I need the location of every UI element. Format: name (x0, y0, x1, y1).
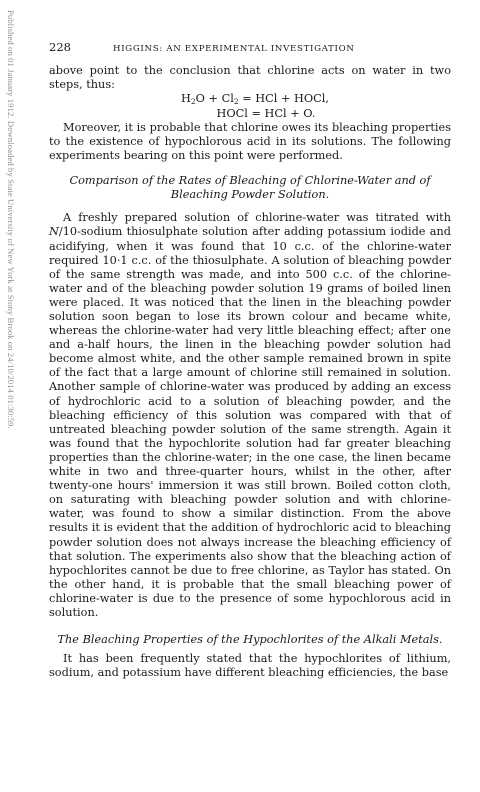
equation-1-pre: H (181, 92, 191, 106)
normality-symbol: N (49, 225, 59, 239)
running-title: HIGGINS: AN EXPERIMENTAL INVESTIGATION (113, 44, 355, 54)
page-number: 228 (49, 40, 71, 54)
comparison-paragraph (49, 211, 451, 620)
hypochlorites-paragraph: It has been frequently stated that the hypochlorites of lithium, sodium, and potassium have different bleaching efficiencies, the base (49, 652, 451, 680)
section-heading-hypochlorites: The Bleaching Properties of the Hypochlorites of the Alkali Metals. (57, 633, 443, 647)
section-heading-comparison: Comparison of the Rates of Bleaching of Chlorine-Water and of Bleaching Powder Solution. (69, 174, 431, 202)
download-watermark (3, 10, 17, 545)
comparison-paragraph-lead: A freshly prepared solution of chlorine-water was titrated with (63, 211, 451, 225)
page-content (49, 40, 451, 680)
equation-1-post: = HCl + HOCl, (238, 92, 329, 106)
intro-paragraph: above point to the conclusion that chlorine acts on water in two steps, thus: (49, 64, 451, 92)
equation-1-mid: O + Cl (195, 92, 234, 106)
comparison-paragraph-body: /10-sodium thiosulphate solution after adding potassium iodide and acidifying, when it was found that 10 c.c. of the chlorine-water required 10·1 c.c. of the thiosulphate. A solution of bleaching powder of the same strength was made, and into 500 c.c. of the chlorine-water and of the bleaching powder solution 19 grams of boiled linen were placed. It was noticed that the linen in the bleaching powder solution soon began to lose its brown colour and became white, whereas the chlorine-water had very little bleaching effect; after one and a-half hours, the linen in the bleaching powder solution had become almost white, and the other sample remained brown in spite of the fact that a large amount of chlorine still remained in solution. Another sample of chlorine-water was produced by adding an excess of hydrochloric acid to a solution of bleaching powder, and the bleaching efficiency of this solution was compared with that of untreated bleaching powder solution of the same strength. Again it was found that the hypochlorite solution had far greater bleaching properties than the chlorine-water; in the one case, the linen became white in two and three-quarter hours, whilst in the other, after twenty-one hours' immersion it was still brown. Boiled cotton cloth, on saturating with bleaching powder solution and with chlorine-water, was found to show a similar distinction. From the above results it is evident that the addition of hydrochloric acid to bleaching powder solution does not always increase the bleaching efficiency of that solution. The experiments also show that the bleaching action of hypochlorites cannot be due to free chlorine, as Taylor has stated. On the other hand, it is probable that the small bleaching power of chlorine-water is due to the presence of some hypochlorous acid in solution. (49, 225, 451, 619)
running-header (49, 40, 451, 56)
equation-1 (49, 92, 451, 106)
equation-1-sub-2: 2 (233, 97, 239, 107)
moreover-paragraph: Moreover, it is probable that chlorine owes its bleaching properties to the existence of hypochlorous acid in its solutions. The following experiments bearing on this point were performed. (49, 120, 451, 163)
download-watermark-text: Published on 01 January 1912. Downloaded by State University of New York at Stony Brook on 24/10/2014 01:30:59. (6, 10, 16, 429)
equation-2: HOCl = HCl + O. (216, 106, 316, 120)
equation-1-sub-1: 2 (190, 97, 196, 107)
